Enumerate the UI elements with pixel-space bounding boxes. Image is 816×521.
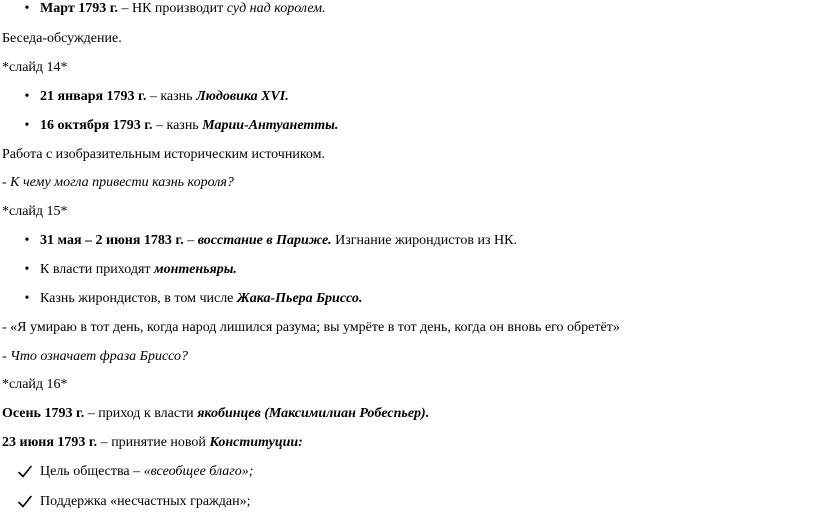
name-emphasis: Конституции: — [209, 435, 303, 450]
quote-brissot: - «Я умираю в тот день, когда народ лишился разума; вы умрёте в тот день, когда он вновь его обретёт» — [2, 320, 620, 335]
event-text: – казнь — [152, 118, 203, 133]
bullet-marker: • — [24, 89, 30, 104]
list-item-paris-uprising — [40, 232, 517, 250]
name-emphasis: якобинцев (Максимилиан Робеспьер). — [197, 406, 430, 421]
paragraph-constitution — [2, 434, 303, 452]
bullet-marker: • — [24, 291, 30, 306]
bullet-marker: • — [24, 118, 30, 133]
question-brissot — [2, 348, 188, 366]
event-text: К власти приходят — [40, 262, 155, 277]
event-text: – казнь — [146, 89, 197, 104]
checkmark-icon — [17, 493, 33, 511]
event-text: Казнь жирондистов, в том числе — [40, 291, 237, 306]
name-emphasis: Жака-Пьера Бриссо. — [236, 291, 363, 306]
date-text: 23 июня 1793 г. — [2, 435, 98, 450]
event-emphasis: восстание в Париже. — [197, 233, 332, 248]
event-text: – — [183, 233, 198, 248]
name-emphasis: Марии-Антуанетты. — [202, 118, 339, 133]
item-text: Цель общества – — [40, 464, 144, 479]
slide-marker-14: *слайд 14* — [2, 60, 68, 75]
question-text: Что означает фраза Бриссо? — [10, 349, 189, 364]
checkmark-icon — [17, 463, 33, 481]
list-item-society-goal — [40, 463, 253, 481]
event-text: Изгнание жирондистов из НК. — [331, 233, 517, 248]
paragraph-visual-source: Работа с изобразительным историческим источником. — [2, 147, 326, 162]
list-item-girondins-execution — [40, 290, 362, 308]
date-text: Осень 1793 г. — [2, 406, 85, 421]
slide-marker-15: *слайд 15* — [2, 204, 68, 219]
list-item-montagnards — [40, 261, 237, 279]
event-emphasis: суд над королем. — [226, 1, 326, 16]
date-text: 31 мая – 2 июня 1783 г. — [40, 233, 184, 248]
list-item-support-citizens: Поддержка «несчастных граждан»; — [40, 494, 251, 509]
list-item-marie-execution — [40, 117, 338, 135]
question-execution — [2, 174, 234, 192]
event-text: – принятие новой — [97, 435, 210, 450]
event-text: – НК производит — [117, 1, 227, 16]
date-text: Март 1793 г. — [40, 1, 118, 16]
question-text: К чему могла привести казнь короля? — [10, 175, 234, 190]
paragraph-discussion: Беседа-обсуждение. — [2, 31, 122, 46]
slide-marker-16: *слайд 16* — [2, 377, 68, 392]
dash-text: - — [2, 349, 11, 364]
bullet-marker: • — [24, 262, 30, 277]
list-item-trial — [40, 0, 326, 18]
date-text: 21 января 1793 г. — [40, 89, 147, 104]
item-emphasis: «всеобщее благо»; — [143, 464, 254, 479]
name-emphasis: Людовика XVI. — [196, 89, 289, 104]
bullet-marker: • — [24, 233, 30, 248]
date-text: 16 октября 1793 г. — [40, 118, 153, 133]
paragraph-jacobins — [2, 405, 429, 423]
name-emphasis: монтеньяры. — [154, 262, 237, 277]
event-text: – приход к власти — [84, 406, 198, 421]
dash-text: - — [2, 175, 11, 190]
bullet-marker: • — [24, 1, 30, 16]
list-item-louis-execution — [40, 88, 289, 106]
